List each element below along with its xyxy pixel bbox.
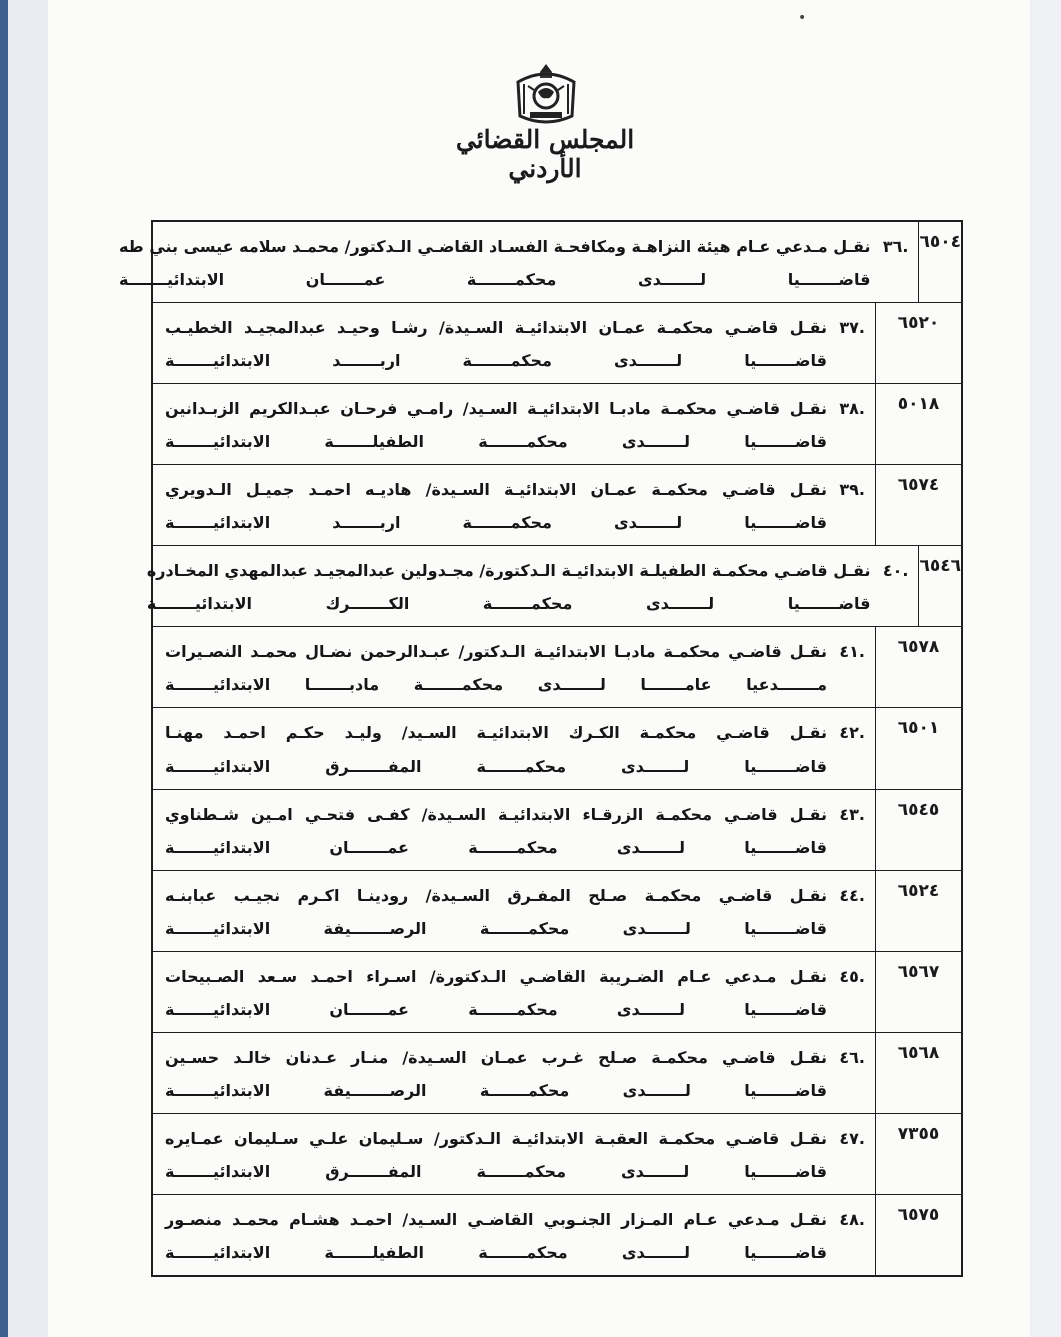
- employee-number: ٦٥٦٨: [875, 1033, 961, 1113]
- transfer-entry: [107, 222, 919, 302]
- corner-mark: •: [798, 10, 807, 26]
- transfer-entry: [153, 871, 875, 951]
- transfer-text: نقـل قاضـي محكمـة عمـان الابتدائيـة السـيدة/ هاديـه احمـد جميـل الـدويري: [165, 480, 827, 500]
- item-number: .٤١: [839, 642, 865, 662]
- table-row: [153, 952, 961, 1033]
- destination-text: قاضـــــــيا لـــــــدى محكمـــــــة عمـــــــان الابتدائيـــــــة: [165, 999, 827, 1019]
- destination-text: قاضـــــــيا لـــــــدى محكمـــــــة اربـــــــد الابتدائيـــــــة: [165, 513, 827, 533]
- transfer-entry: [135, 546, 919, 626]
- entry-first-line: [165, 1048, 865, 1067]
- table-row: [153, 790, 961, 871]
- destination-text: قاضـــــــيا لـــــــدى محكمـــــــة عمـــــــان الابتدائيـــــــة: [165, 837, 827, 857]
- coat-of-arms-icon: [510, 60, 582, 130]
- entry-first-line: [165, 480, 865, 499]
- employee-number: ٦٥٤٦: [918, 546, 961, 626]
- table-row: [153, 627, 961, 708]
- transfer-text: نقـل مـدعي عـام هيئة النزاهـة ومكافحـة الفسـاد القاضـي الـدكتور/ محمـد سلامه عيسى بني طه: [118, 237, 871, 257]
- employee-number: ٦٥٢٠: [875, 303, 961, 383]
- employee-number: ٦٥٦٧: [875, 952, 961, 1032]
- item-number: .٣٧: [839, 318, 865, 338]
- council-name: المجلس القضائي الأردني: [455, 125, 635, 183]
- destination-text: قاضـــــــيا لـــــــدى محكمـــــــة الرصـــــــيفة الابتدائيـــــــة: [165, 918, 827, 938]
- item-number: .٤٨: [839, 1209, 865, 1229]
- table-row: [146, 546, 961, 627]
- destination-text: قاضـــــــيا لـــــــدى محكمـــــــة الطفيلـــــــة الابتدائيـــــــة: [165, 1242, 827, 1262]
- employee-number: ٦٥٧٨: [875, 627, 961, 707]
- entry-first-line: [165, 967, 865, 986]
- employee-number: ٦٥٢٤: [875, 871, 961, 951]
- entry-first-line: [165, 723, 865, 742]
- transfer-text: نقـل قاضـي محكمـة صـلح غـرب عمـان السـيدة/ منـار عـدنان خالـد حسـين: [165, 1047, 827, 1067]
- transfer-text: نقـل مـدعي عـام المـزار الجنـوبي القاضـي السـيد/ احمـد هشـام محمـد منصـور: [165, 1209, 827, 1229]
- destination-text: قاضـــــــيا لـــــــدى محكمـــــــة المفـــــــرق الابتدائيـــــــة: [165, 1161, 827, 1181]
- table-row: [153, 1195, 961, 1275]
- destination-text: مـــــــدعيا عامـــــــا لـــــــدى محكمـــــــة مادبـــــــا الابتدائيـــــــة: [165, 675, 827, 695]
- item-number: .٣٩: [839, 480, 865, 500]
- item-number: .٤٤: [839, 885, 865, 905]
- destination-text: قاضـــــــيا لـــــــدى محكمـــــــة الطفيلـــــــة الابتدائيـــــــة: [165, 432, 827, 452]
- entry-first-line: [119, 237, 909, 256]
- employee-number: ٥٠١٨: [875, 384, 961, 464]
- transfer-text: نقـل قاضـي محكمـة مادبـا الابتدائيـة السـيد/ رامـي فرحـان عبـدالكريم الزبـدانين: [165, 399, 827, 419]
- item-number: .٤٦: [839, 1047, 865, 1067]
- employee-number: ٦٥٧٤: [875, 465, 961, 545]
- destination-text: قاضـــــــيا لـــــــدى محكمـــــــة عمـــــــان الابتدائيـــــــة: [118, 270, 871, 290]
- transfer-text: نقـل قاضـي محكمـة الكـرك الابتدائيـة السـيد/ وليـد حكـم احمـد مهنـا: [165, 723, 827, 743]
- left-edge-bar: [0, 0, 8, 1337]
- table-row: [153, 384, 961, 465]
- employee-number: ٦٥٠٤: [918, 222, 961, 302]
- employee-number: ٧٣٥٥: [875, 1114, 961, 1194]
- transfer-entry: [153, 1114, 875, 1194]
- transfer-text: نقـل قاضـي محكمـة عمـان الابتدائيـة السـيدة/ رشـا وحيـد عبدالمجيـد الخطيـب: [165, 318, 827, 338]
- employee-number: ٦٥٧٥: [875, 1195, 961, 1275]
- transfer-entry: [153, 1195, 875, 1275]
- transfer-text: نقـل قاضـي محكمـة صـلح المفـرق السـيدة/ رودينـا اكـرم نجيـب عبابنـه: [165, 885, 827, 905]
- entry-first-line: [165, 642, 865, 661]
- transfer-text: نقـل قاضـي محكمـة العقبـة الابتدائيـة الـدكتور/ سـليمان علـي سـليمان عمـايره: [165, 1128, 827, 1148]
- entry-first-line: [147, 561, 909, 580]
- transfers-table: [118, 220, 963, 1277]
- item-number: .٣٨: [839, 399, 865, 419]
- table-row: [118, 222, 961, 303]
- entry-first-line: [165, 1129, 865, 1148]
- table-row: [153, 1033, 961, 1114]
- transfer-entry: [153, 790, 875, 870]
- item-number: .٤٣: [839, 804, 865, 824]
- table-row: [153, 465, 961, 546]
- item-number: .٤٢: [839, 723, 865, 743]
- table-row: [153, 871, 961, 952]
- transfer-entry: [153, 708, 875, 788]
- entry-first-line: [165, 886, 865, 905]
- right-margin: [1030, 0, 1061, 1337]
- entry-first-line: [165, 1210, 865, 1229]
- transfer-entry: [153, 952, 875, 1032]
- destination-text: قاضـــــــيا لـــــــدى محكمـــــــة المفـــــــرق الابتدائيـــــــة: [165, 756, 827, 776]
- transfer-entry: [153, 465, 875, 545]
- table-row: [153, 708, 961, 789]
- transfer-text: نقـل قاضـي محكمـة الزرقـاء الابتدائيـة السـيدة/ كفـى فتحـي امـين شـطناوي: [165, 804, 827, 824]
- transfer-text: نقـل مـدعي عـام الضـريبة القاضـي الـدكتورة/ اسـراء احمـد سـعد الصـبيحات: [165, 966, 827, 986]
- destination-text: قاضـــــــيا لـــــــدى محكمـــــــة الكـــــــرك الابتدائيـــــــة: [146, 594, 871, 614]
- table-row: [153, 1114, 961, 1195]
- employee-number: ٦٥٤٥: [875, 790, 961, 870]
- employee-number: ٦٥٠١: [875, 708, 961, 788]
- destination-text: قاضـــــــيا لـــــــدى محكمـــــــة الرصـــــــيفة الابتدائيـــــــة: [165, 1080, 827, 1100]
- item-number: .٣٦: [882, 237, 909, 257]
- entry-first-line: [165, 399, 865, 418]
- transfer-entry: [153, 303, 875, 383]
- item-number: .٤٠: [882, 561, 909, 581]
- entry-first-line: [165, 805, 865, 824]
- item-number: .٤٥: [839, 966, 865, 986]
- transfer-text: نقـل قاضـي محكمـة الطفيلـة الابتدائيـة الـدكتورة/ مجـدولين عبدالمجيـد عبدالمهدي المخـادره: [146, 561, 871, 581]
- transfer-entry: [153, 1033, 875, 1113]
- transfer-entry: [153, 384, 875, 464]
- transfer-text: نقـل قاضـي محكمـة مادبـا الابتدائيـة الـدكتور/ عبـدالرحمن نضـال محمـد النصـيرات: [165, 642, 827, 662]
- transfer-entry: [153, 627, 875, 707]
- destination-text: قاضـــــــيا لـــــــدى محكمـــــــة اربـــــــد الابتدائيـــــــة: [165, 351, 827, 371]
- item-number: .٤٧: [839, 1128, 865, 1148]
- table-row: [153, 303, 961, 384]
- entry-first-line: [165, 318, 865, 337]
